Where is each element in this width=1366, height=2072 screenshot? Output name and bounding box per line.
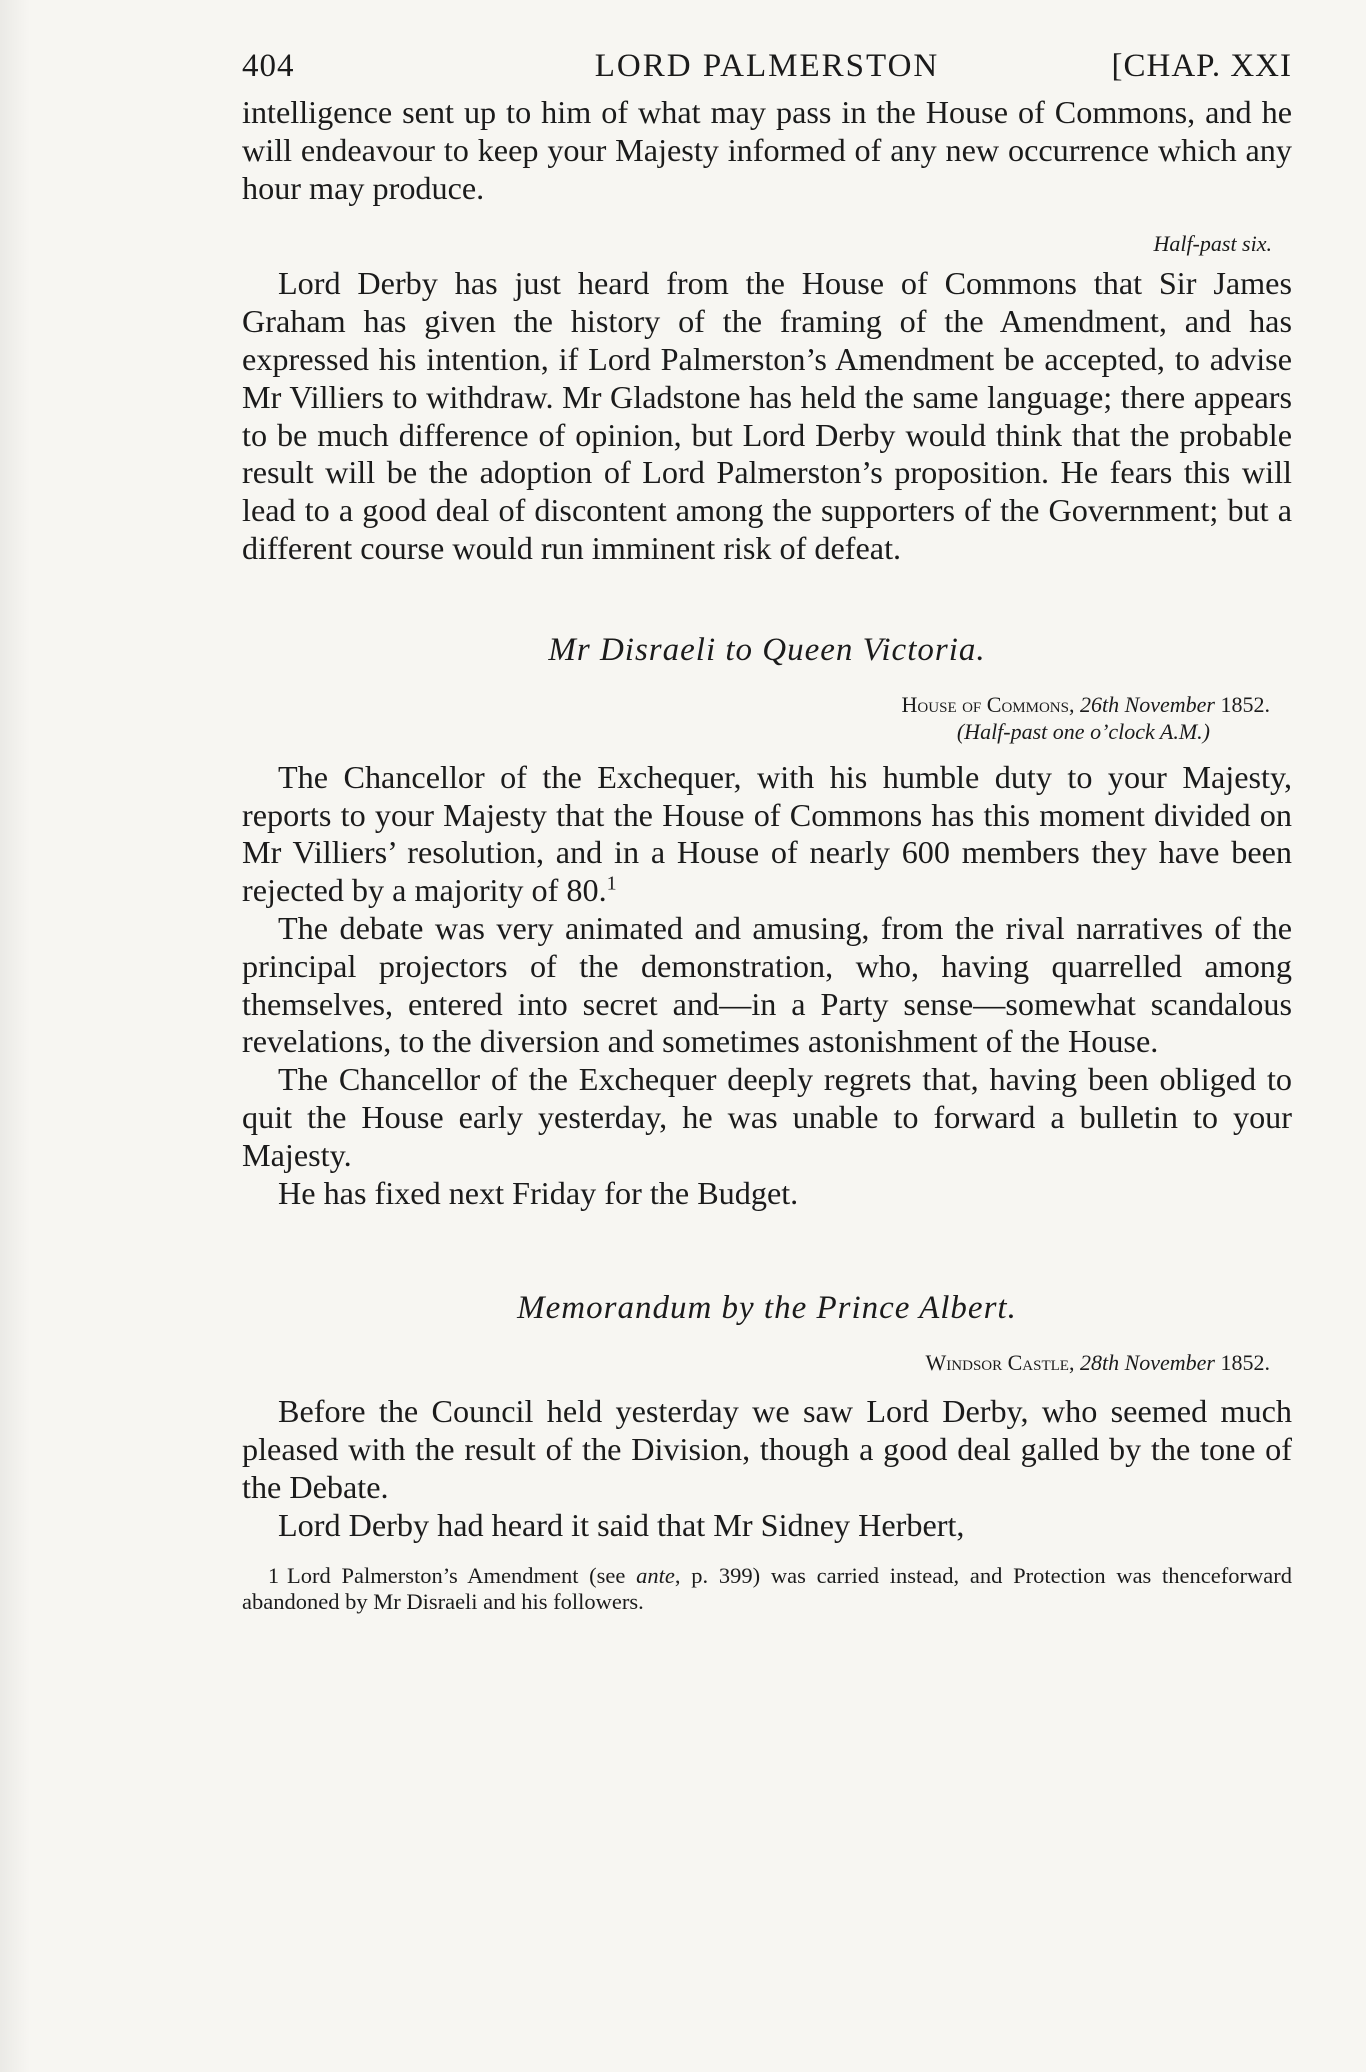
letter-paragraph: The debate was very animated and amusing, from the rival narratives of the principal projectors of the demonstration, who, having quarrelled among themselves, entered into secret and—in a Party sense—somewhat scandalous revelations, to the diversion and sometimes astonishment of the House.: [242, 909, 1292, 1060]
letter-date: 28th November: [1079, 1350, 1215, 1376]
book-page: [242, 48, 1292, 1615]
memorandum-paragraph: Before the Council held yesterday we saw Lord Derby, who seemed much pleased with the result of the Division, though a good deal galled by the tone of the Debate.: [242, 1393, 1292, 1505]
letter-heading-disraeli: Mr Disraeli to Queen Victoria.: [548, 631, 986, 668]
letter-paragraph: [242, 759, 1292, 910]
letter-year: 1852.: [1220, 691, 1270, 717]
footnote-reference: 1: [606, 872, 617, 895]
page-edge-shadow: [0, 0, 30, 2072]
chapter-label: [CHAP. XXI: [1111, 48, 1292, 84]
footnote-text: Lord Palmerston’s Amendment (see: [287, 1562, 637, 1588]
letter-year: 1852.: [1220, 1350, 1270, 1376]
letter-paragraph: The Chancellor of the Exchequer deeply regrets that, having been obliged to quit the House early yesterday, he was unable to forward a bulletin to your Majesty.: [242, 1061, 1292, 1173]
page-number: 404: [242, 48, 295, 84]
running-head: [242, 48, 1292, 94]
footnote-ante: ante: [636, 1562, 675, 1588]
letter-place: House of Commons,: [901, 691, 1075, 717]
letter-place: Windsor Castle,: [925, 1350, 1075, 1376]
memorandum-paragraph: Lord Derby had heard it said that Mr Sidney Herbert,: [278, 1506, 965, 1543]
letter-paragraph-text: The Chancellor of the Exchequer, with his humble duty to your Majesty, reports to your Majesty that the House of Commons has this moment divided on Mr Villiers’ resolution, and in a House of nearly 600 members they have been rejected by a majority of 80.: [242, 758, 1292, 909]
running-title: LORD PALMERSTON: [594, 48, 940, 84]
continued-paragraph: intelligence sent up to him of what may pass in the House of Commons, and he will endeavour to keep your Majesty informed of any new occurrence which any hour may produce.: [242, 94, 1292, 206]
footnote-mark: 1: [268, 1562, 279, 1588]
footnote: [242, 1563, 1292, 1615]
letter-heading-prince-albert: Memorandum by the Prince Albert.: [517, 1290, 1017, 1327]
letter-dateline-disraeli: [242, 691, 1292, 719]
letter-dateline-prince-albert: [242, 1349, 1292, 1377]
footnote-text-rest: , p. 399) was carried instead, and Protection was thenceforward abandoned by Mr Disraeli and his followers.: [242, 1562, 1292, 1614]
letter-paragraph: He has fixed next Friday for the Budget.: [278, 1174, 799, 1211]
letter-date: 26th November: [1079, 691, 1215, 717]
letter-time: (Half-past one o’clock A.M.): [956, 718, 1210, 744]
time-dateline: Half-past six.: [1153, 231, 1272, 257]
derby-paragraph: Lord Derby has just heard from the House of Commons that Sir James Graham has given the history of the framing of the Amendment, and has expressed his intention, if Lord Palmerston’s Amendment be accepted, to advise Mr Villiers to withdraw. Mr Gladstone has held the same language; there appears to be much difference of opinion, but Lord Derby would think that the probable result will be the adoption of Lord Palmerston’s proposition. He fears this will lead to a good deal of discontent among the supporters of the Government; but a different course would run imminent risk of defeat.: [242, 265, 1292, 566]
